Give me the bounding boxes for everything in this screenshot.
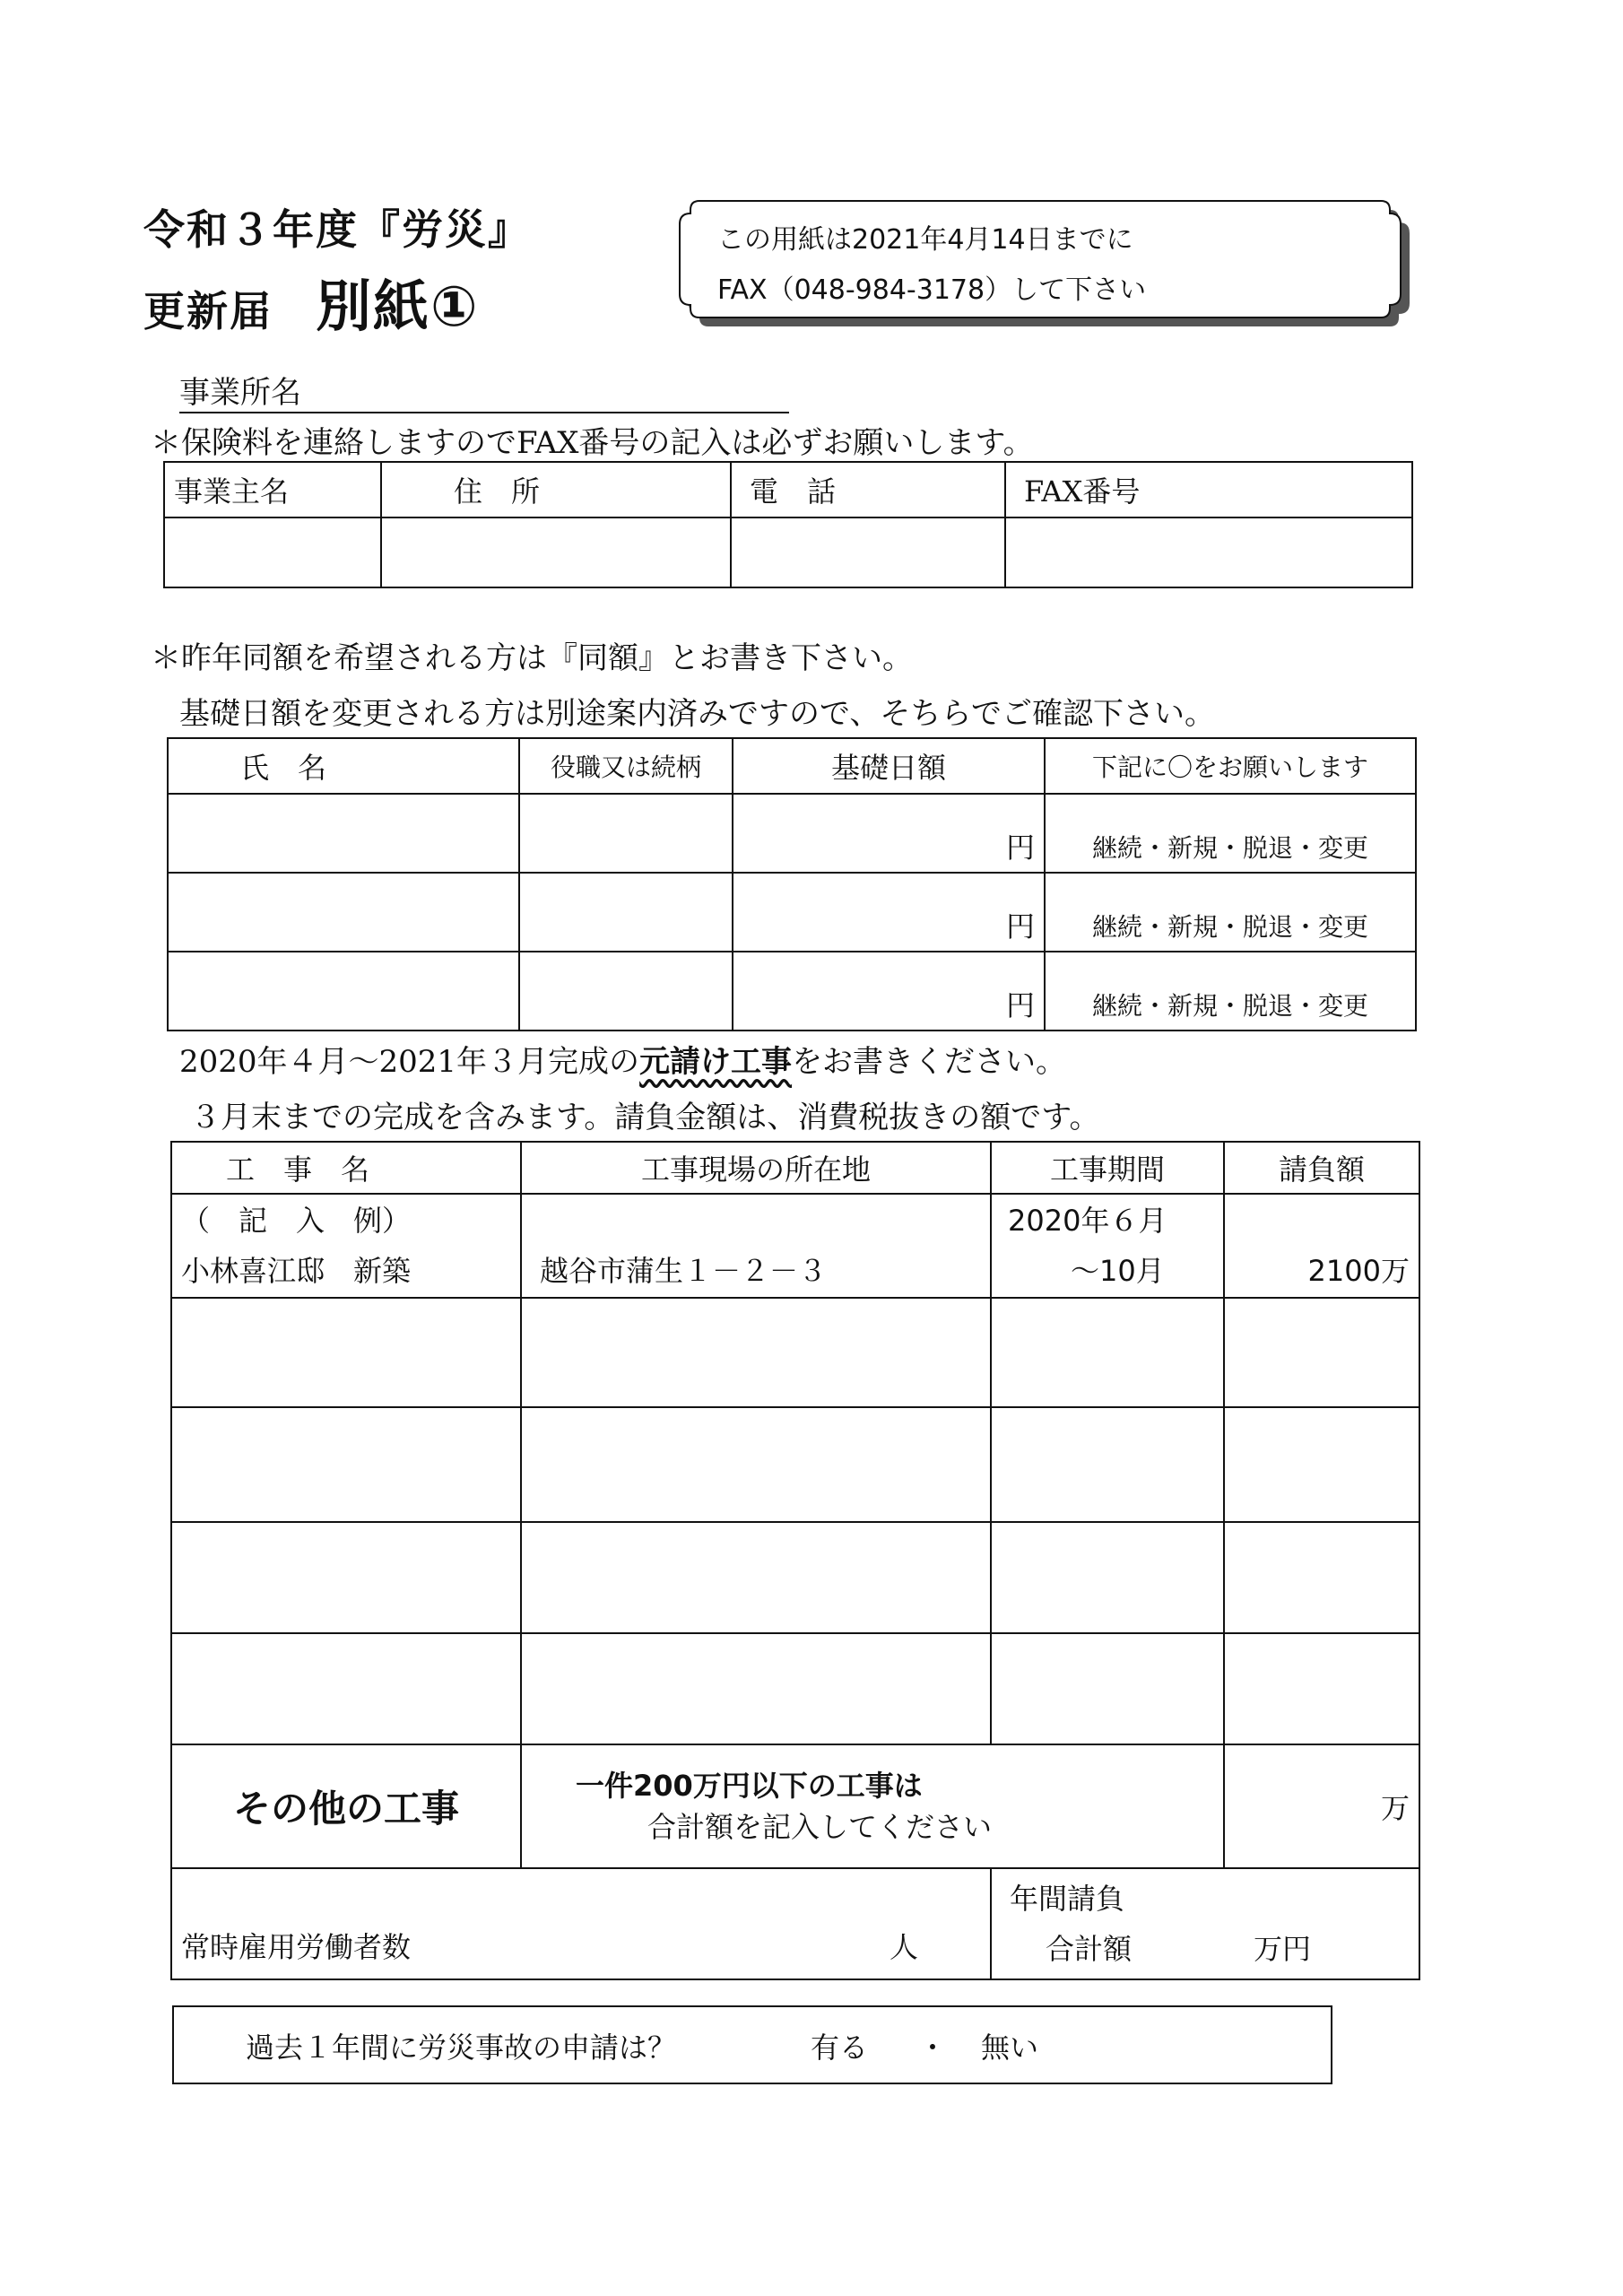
position-header: 役職又は続柄 — [519, 738, 733, 794]
worker-option-cell[interactable] — [1045, 873, 1416, 952]
employees-unit: 人 — [889, 1930, 918, 1964]
period-header: 工事期間 — [991, 1142, 1224, 1194]
employees-cell[interactable] — [171, 1868, 991, 1979]
example-period-start: 2020年６月 — [1008, 1204, 1167, 1238]
phone-header: 電 話 — [731, 462, 1005, 517]
worker-position-cell[interactable] — [519, 794, 733, 873]
site-location-cell[interactable] — [521, 1298, 991, 1407]
construction-note1 — [179, 1037, 1066, 1081]
yen-unit: 円 — [1005, 909, 1035, 944]
example-project-name: 小林喜江邸 新築 — [181, 1254, 412, 1288]
worker-position-cell[interactable] — [519, 952, 733, 1031]
worker-row — [168, 794, 1416, 873]
worker-name-cell[interactable] — [168, 952, 519, 1031]
construction-row — [171, 1407, 1419, 1522]
deadline-notice — [673, 196, 1426, 330]
other-works-desc — [521, 1744, 1224, 1868]
construction-row — [171, 1298, 1419, 1407]
worker-option-cell[interactable] — [1045, 794, 1416, 873]
other-works-amount-cell[interactable] — [1224, 1744, 1419, 1868]
construction-row — [171, 1633, 1419, 1744]
option-header: 下記に〇をお願いします — [1045, 738, 1416, 794]
notice-frame — [673, 196, 1426, 330]
phone-cell[interactable] — [731, 517, 1005, 587]
period-cell[interactable] — [991, 1407, 1224, 1522]
worker-name-cell[interactable] — [168, 873, 519, 952]
period-cell[interactable] — [991, 1298, 1224, 1407]
worker-name-header: 氏 名 — [168, 738, 519, 794]
fax-header: FAX番号 — [1005, 462, 1412, 517]
owner-name-cell[interactable] — [164, 517, 381, 587]
example-label: （ 記 入 例） — [181, 1204, 412, 1238]
fax-cell[interactable] — [1005, 517, 1412, 587]
daily-base-header: 基礎日額 — [733, 738, 1045, 794]
worker-daily-cell[interactable] — [733, 794, 1045, 873]
construction-note1-prefix: 2020年４月～2021年３月完成の — [179, 1044, 640, 1080]
project-name-cell[interactable] — [171, 1522, 521, 1633]
site-location-cell[interactable] — [521, 1522, 991, 1633]
project-name-cell[interactable] — [171, 1407, 521, 1522]
construction-table — [170, 1141, 1420, 1980]
employees-label: 常時雇用労働者数 — [181, 1930, 412, 1964]
change-note: 基礎日額を変更される方は別途案内済みですので、そちらでご確認下さい。 — [179, 696, 1215, 732]
construction-note2: ３月末までの完成を含みます。請負金額は、消費税抜きの額です。 — [190, 1100, 1100, 1135]
example-period-end: ～10月 — [1071, 1254, 1165, 1288]
form-title-line1: 令和３年度『労災』 — [143, 205, 531, 254]
worker-row — [168, 873, 1416, 952]
same-amount-note: ＊昨年同額を希望される方は『同額』とお書き下さい。 — [151, 640, 913, 676]
business-name-field[interactable] — [179, 368, 789, 413]
amount-header: 請負額 — [1224, 1142, 1419, 1194]
annual-unit: 万円 — [1253, 1932, 1311, 1966]
worker-name-cell[interactable] — [168, 794, 519, 873]
construction-note1-suffix: をお書きください。 — [792, 1044, 1067, 1080]
address-cell[interactable] — [381, 517, 731, 587]
amount-cell[interactable] — [1224, 1298, 1419, 1407]
project-name-header: 工 事 名 — [171, 1142, 521, 1194]
example-period-cell — [991, 1194, 1224, 1298]
annual-label2: 合計額 — [1046, 1932, 1133, 1966]
annual-label-row — [1010, 1924, 1410, 1974]
owner-name-header: 事業主名 — [164, 462, 381, 517]
example-row — [171, 1194, 1419, 1298]
other-works-label: その他の工事 — [171, 1744, 521, 1868]
man-unit: 万 — [1380, 1791, 1410, 1825]
worker-daily-cell[interactable] — [733, 873, 1045, 952]
notice-deadline: この用紙は2021年4月14日までに — [717, 224, 1133, 256]
worker-daily-cell[interactable] — [733, 952, 1045, 1031]
other-works-desc2: 合計額を記入してください — [647, 1810, 993, 1844]
fax-note: ＊保険料を連絡しますのでFAX番号の記入は必ずお願いします。 — [151, 425, 1034, 461]
form-title-prefix: 更新届 — [143, 287, 273, 335]
prime-contract-emphasis: 元請け工事 — [639, 1044, 793, 1080]
other-works-desc1: 一件200万円以下の工事は — [576, 1769, 923, 1803]
other-works-row — [171, 1744, 1419, 1868]
owner-table — [163, 461, 1413, 588]
business-name-label: 事業所名 — [179, 375, 301, 411]
accident-question-box — [172, 2005, 1332, 2084]
form-title-big: 別紙① — [316, 274, 480, 339]
example-name-cell — [171, 1194, 521, 1298]
accident-question: 過去１年間に労災事故の申請は？ — [246, 2031, 677, 2065]
yen-unit: 円 — [1005, 988, 1035, 1022]
worker-option-cell[interactable] — [1045, 952, 1416, 1031]
amount-cell[interactable] — [1224, 1633, 1419, 1744]
period-cell[interactable] — [991, 1522, 1224, 1633]
yen-unit: 円 — [1005, 831, 1035, 865]
construction-row — [171, 1522, 1419, 1633]
annual-total-cell[interactable] — [991, 1868, 1419, 1979]
project-name-cell[interactable] — [171, 1633, 521, 1744]
amount-cell[interactable] — [1224, 1407, 1419, 1522]
site-location-header: 工事現場の所在地 — [521, 1142, 991, 1194]
project-name-cell[interactable] — [171, 1298, 521, 1407]
period-cell[interactable] — [991, 1633, 1224, 1744]
site-location-cell[interactable] — [521, 1407, 991, 1522]
accident-no-option[interactable]: 無い — [981, 2031, 1039, 2065]
option-choices: 継続・新規・脱退・変更 — [1091, 833, 1368, 863]
option-choices: 継続・新規・脱退・変更 — [1091, 991, 1368, 1021]
form-title-line2 — [143, 262, 480, 342]
example-amount: 2100万 — [1224, 1194, 1419, 1298]
address-header: 住 所 — [381, 462, 731, 517]
accident-yes-option[interactable]: 有る — [811, 2031, 869, 2065]
annual-label1: 年間請負 — [1010, 1882, 1125, 1916]
option-separator: ・ — [918, 2031, 948, 2065]
site-location-cell[interactable] — [521, 1633, 991, 1744]
amount-cell[interactable] — [1224, 1522, 1419, 1633]
totals-row — [171, 1868, 1419, 1979]
worker-position-cell[interactable] — [519, 873, 733, 952]
option-choices: 継続・新規・脱退・変更 — [1091, 912, 1368, 942]
worker-row — [168, 952, 1416, 1031]
example-address: 越谷市蒲生１－２－３ — [521, 1194, 991, 1298]
notice-fax: FAX（048-984-3178）して下さい — [717, 274, 1147, 306]
workers-table — [167, 737, 1417, 1031]
